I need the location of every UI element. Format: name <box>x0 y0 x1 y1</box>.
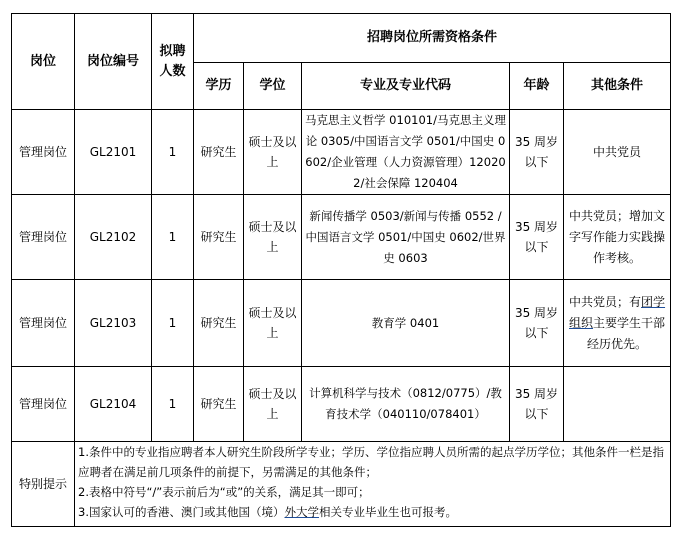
other-text-underlined: 团学组织 <box>569 294 666 330</box>
note-line-3-pre: 3.国家认可的香港、澳门或其他国（境） <box>78 505 285 519</box>
cell-education: 研究生 <box>194 195 244 280</box>
cell-code: GL2102 <box>75 195 152 280</box>
notes-row <box>12 442 671 527</box>
cell-major: 计算机科学与技术（0812/0775）/教育技术学（040110/078401） <box>302 367 510 442</box>
cell-code: GL2104 <box>75 367 152 442</box>
table-row <box>12 195 671 280</box>
header-requirements: 招聘岗位所需资格条件 <box>194 14 671 63</box>
table-row <box>12 110 671 195</box>
cell-other: 中共党员 <box>564 110 671 195</box>
cell-major: 教育学 0401 <box>302 280 510 367</box>
note-line-3 <box>78 502 667 522</box>
cell-age: 35 周岁以下 <box>510 367 564 442</box>
header-other: 其他条件 <box>564 63 671 110</box>
header-age: 年龄 <box>510 63 564 110</box>
note-line-3-underlined: 外大学 <box>284 505 319 519</box>
header-major: 专业及专业代码 <box>302 63 510 110</box>
other-text-pre: 中共党员；有 <box>569 294 642 309</box>
notes-content <box>75 442 671 527</box>
table-row <box>12 367 671 442</box>
cell-age: 35 周岁以下 <box>510 110 564 195</box>
cell-education: 研究生 <box>194 367 244 442</box>
cell-degree: 硕士及以上 <box>244 367 302 442</box>
cell-count: 1 <box>152 367 194 442</box>
cell-code: GL2103 <box>75 280 152 367</box>
cell-position: 管理岗位 <box>12 367 75 442</box>
cell-other <box>564 280 671 367</box>
header-row-1 <box>12 14 671 63</box>
cell-degree: 硕士及以上 <box>244 195 302 280</box>
note-line-1: 1.条件中的专业指应聘者本人研究生阶段所学专业；学历、学位指应聘人员所需的起点学历学位；其他条件一栏是指应聘者在满足前几项条件的前提下，另需满足的其他条件； <box>78 445 664 479</box>
cell-count: 1 <box>152 110 194 195</box>
other-text-post: 主要学生干部经历优先。 <box>587 315 666 351</box>
cell-degree: 硕士及以上 <box>244 280 302 367</box>
cell-major: 马克思主义哲学 010101/马克思主义理论 0305/中国语言文学 0501/中国史 0602/企业管理（人力资源管理）120202/社会保障 120404 <box>302 110 510 195</box>
cell-age: 35 周岁以下 <box>510 195 564 280</box>
cell-age: 35 周岁以下 <box>510 280 564 367</box>
cell-position: 管理岗位 <box>12 195 75 280</box>
header-education: 学历 <box>194 63 244 110</box>
recruitment-table <box>11 13 671 527</box>
header-degree: 学位 <box>244 63 302 110</box>
table-row <box>12 280 671 367</box>
header-code: 岗位编号 <box>75 14 152 110</box>
notes-label: 特别提示 <box>12 442 75 527</box>
cell-education: 研究生 <box>194 280 244 367</box>
cell-major: 新闻传播学 0503/新闻与传播 0552 /中国语言文学 0501/中国史 0602/世界史 0603 <box>302 195 510 280</box>
note-line-3-post: 相关专业毕业生也可报考。 <box>318 505 457 519</box>
cell-other <box>564 367 671 442</box>
cell-count: 1 <box>152 280 194 367</box>
note-line-2: 2.表格中符号“/”表示前后为“或”的关系，满足其一即可； <box>78 485 370 499</box>
header-count: 拟聘人数 <box>152 14 194 110</box>
cell-code: GL2101 <box>75 110 152 195</box>
cell-position: 管理岗位 <box>12 110 75 195</box>
cell-degree: 硕士及以上 <box>244 110 302 195</box>
cell-position: 管理岗位 <box>12 280 75 367</box>
cell-other: 中共党员；增加文字写作能力实践操作考核。 <box>564 195 671 280</box>
cell-education: 研究生 <box>194 110 244 195</box>
header-position: 岗位 <box>12 14 75 110</box>
recruitment-table-wrapper <box>11 13 671 527</box>
cell-count: 1 <box>152 195 194 280</box>
